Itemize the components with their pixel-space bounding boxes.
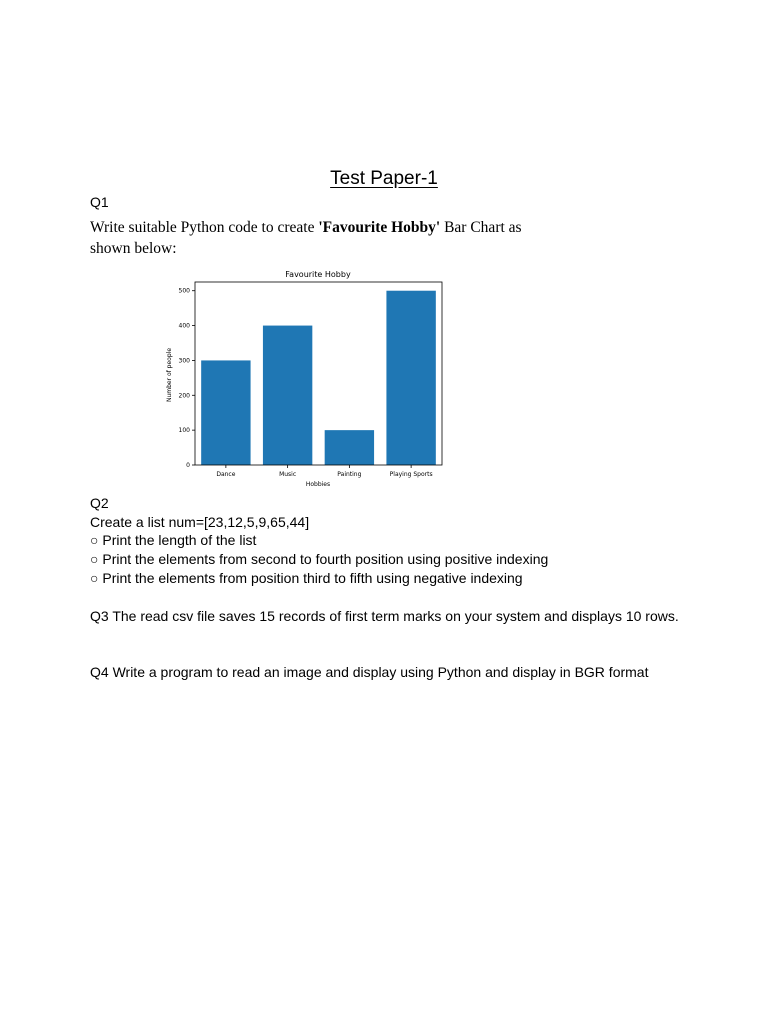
q4-text: Q4 Write a program to read an image and display using Python and display in BGR format [90,664,649,680]
chart-x-axis-label: Hobbies [305,481,331,488]
q2-label: Q2 [90,495,109,511]
y-tick-label: 400 [178,322,190,330]
chart-bars [201,291,436,465]
q2-item-3 [90,569,523,588]
bar-chart-svg [160,264,450,490]
q1-question-line-1 [90,217,522,238]
q1-label: Q1 [90,194,109,210]
y-tick-label: 100 [178,427,190,435]
y-tick-label: 300 [178,357,190,365]
q1-text-bold: 'Favourite Hobby' [318,219,441,236]
q3-text: Q3 The read csv file saves 15 records of first term marks on your system and displays 10 rows. [90,608,679,624]
bullet-icon: ○ [90,570,99,586]
x-tick-label: Playing Sports [389,471,433,478]
chart-title: Favourite Hobby [285,270,351,279]
x-tick-label: Music [279,471,297,478]
bullet-icon: ○ [90,532,99,548]
y-tick-label: 200 [178,392,190,400]
q2-item-3-text: Print the elements from position third to fifth using negative indexing [102,570,523,586]
q2-item-1-text: Print the length of the list [102,532,257,548]
y-tick-label: 0 [186,462,190,469]
q2-item-1 [90,531,256,550]
x-tick-label: Painting [337,471,362,478]
bar-dance [201,360,250,465]
page-title: Test Paper-1 [330,168,438,189]
chart-x-ticks [216,465,432,478]
bar-painting [325,430,374,465]
y-tick-label: 500 [178,287,190,295]
bar-playing-sports [386,291,435,465]
favourite-hobby-chart [160,264,450,490]
bullet-icon: ○ [90,551,99,567]
q2-item-2-text: Print the elements from second to fourth position using positive indexing [102,551,549,567]
bar-music [263,326,312,465]
q2-intro: Create a list num=[23,12,5,9,65,44] [90,514,310,530]
x-tick-label: Dance [216,471,236,478]
q2-item-2 [90,550,548,569]
q1-text-after: Bar Chart as [440,219,522,236]
q1-text-before: Write suitable Python code to create [90,219,319,236]
chart-y-ticks [179,288,195,469]
chart-y-axis-label: Number of people [166,347,173,403]
q1-question-line-2: shown below: [90,240,177,257]
